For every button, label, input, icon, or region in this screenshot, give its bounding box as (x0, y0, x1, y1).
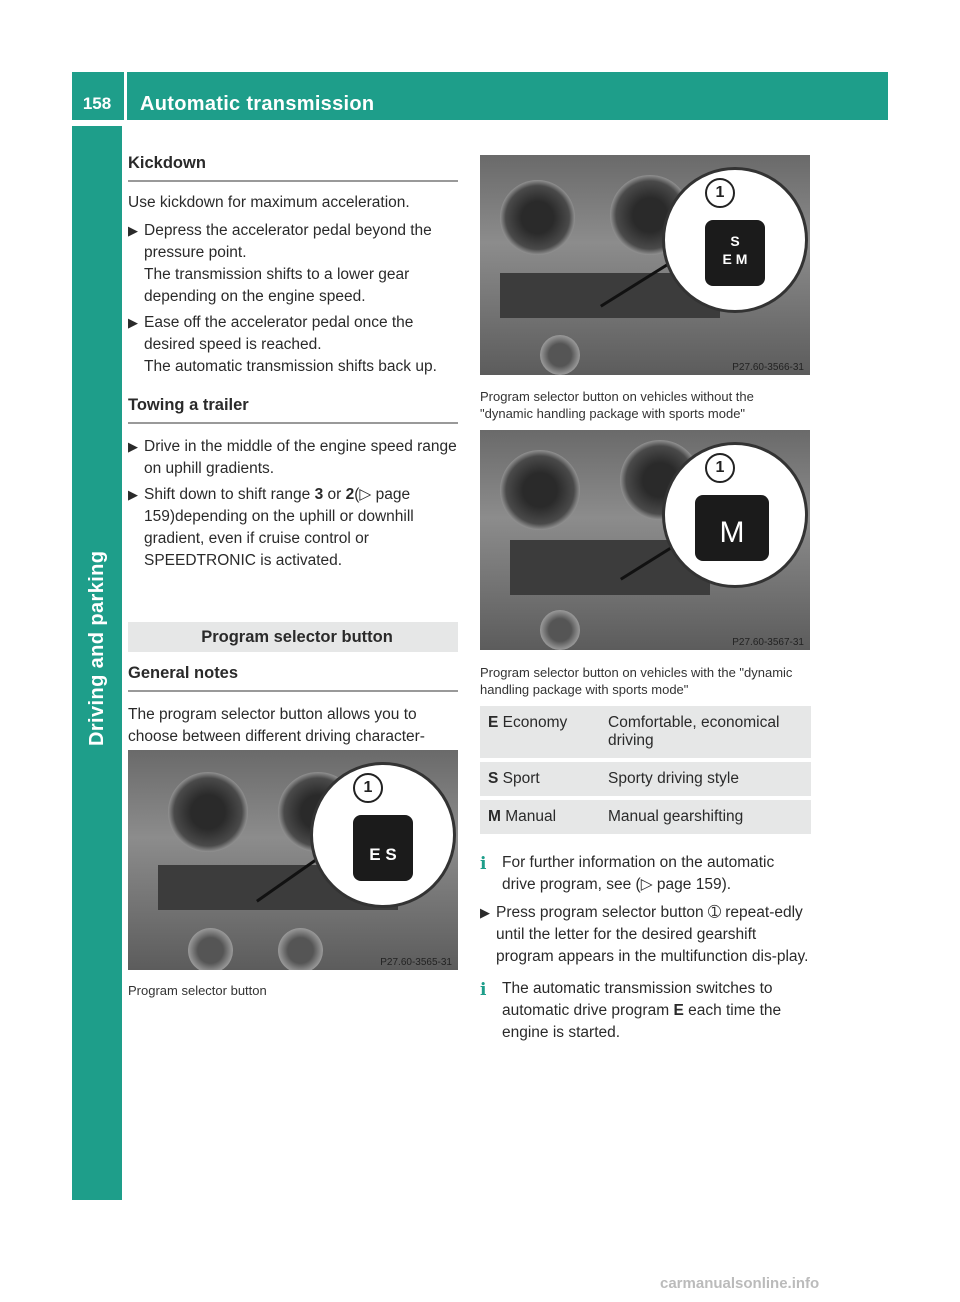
press-step-text (496, 902, 812, 968)
kickdown-step-2-text: Ease off the accelerator pedal once the desired speed is reached. (144, 314, 414, 353)
arrow-icon: ▶ (480, 905, 490, 920)
info-note-2-part: each time the engine is started. (502, 1002, 782, 1041)
kickdown-step-1 (128, 220, 458, 308)
press-step (480, 902, 812, 968)
program-letter: M (488, 808, 501, 825)
program-table (480, 706, 811, 838)
program-name: Economy (498, 714, 568, 731)
program-button (705, 220, 765, 286)
towing-step-1-text: Drive in the middle of the engine speed range on uphill gradients. (144, 438, 457, 477)
control-knob (188, 928, 233, 970)
table-cell: Comfortable, economical driving (600, 706, 811, 760)
table-cell (480, 760, 600, 798)
arrow-icon: ▶ (128, 315, 138, 330)
photo-code: P27.60-3565-31 (380, 957, 452, 968)
info-note-2-text (502, 978, 812, 1044)
control-knob (540, 335, 580, 375)
control-knob (540, 610, 580, 650)
kickdown-step-1-text: Depress the accelerator pedal beyond the pressure point. (144, 222, 432, 261)
arrow-icon: ▶ (128, 223, 138, 238)
kickdown-heading: Kickdown (128, 152, 458, 182)
shift-range-2: 2 (345, 486, 355, 503)
button-letter-s: S (730, 233, 740, 249)
table-cell: Sporty driving style (600, 760, 811, 798)
table-cell (480, 706, 600, 760)
program-button: E S (353, 815, 413, 881)
info-icon: i (480, 980, 487, 1000)
program-selector-photo-2 (480, 430, 810, 650)
program-letter: S (488, 770, 499, 787)
kickdown-step-2 (128, 312, 458, 378)
table-row (480, 760, 811, 798)
table-row (480, 706, 811, 760)
info-note-2-part: The automatic transmission switches to automatic drive program (502, 980, 773, 1019)
info-note-1 (480, 852, 812, 896)
photo-caption: Program selector button (128, 983, 267, 998)
kickdown-step-1-result: The transmission shifts to a lower gear depending on the engine speed. (144, 266, 410, 305)
kickdown-step-2-result: The automatic transmission shifts back up. (144, 358, 437, 375)
program-letter: E (488, 714, 499, 731)
sidebar-label: Driving and parking (86, 550, 108, 746)
table-cell (480, 798, 600, 836)
arrow-icon: ▶ (128, 439, 138, 454)
towing-step-1 (128, 436, 458, 480)
control-knob (278, 928, 323, 970)
towing-step-2-part: Shift down to shift range (144, 486, 315, 503)
general-notes-intro: The program selector button allows you to choose between different driving character- (128, 706, 425, 745)
info-icon: i (480, 854, 487, 874)
towing-step-2-text (144, 484, 458, 572)
arrow-icon: ▶ (128, 487, 138, 502)
table-row (480, 798, 811, 836)
press-step-part: Press program selector button (496, 904, 708, 921)
program-selector-photo (128, 750, 458, 970)
kickdown-intro: Use kickdown for maximum acceleration. (128, 194, 410, 211)
program-name: Manual (500, 808, 557, 825)
photo-code: P27.60-3566-31 (732, 362, 804, 373)
program-selector-photo-1 (480, 155, 810, 375)
left-column (128, 152, 458, 770)
photo-code: P27.60-3567-31 (732, 637, 804, 648)
button-letters-em: E M (722, 251, 748, 267)
right-text (480, 852, 812, 1044)
air-vent (500, 180, 575, 255)
program-button: M (695, 495, 769, 561)
section-sidebar (72, 126, 122, 1200)
table-cell: Manual gearshifting (600, 798, 811, 836)
zoom-circle (310, 762, 456, 908)
program-name: Sport (498, 770, 540, 787)
shift-range-3: 3 (314, 486, 324, 503)
callout-badge: 1 (705, 178, 735, 208)
air-vent (168, 772, 248, 852)
callout-badge: 1 (353, 773, 383, 803)
page-header (72, 72, 888, 120)
watermark: carmanualsonline.info (660, 1275, 820, 1292)
photo-1-caption: Program selector button on vehicles without the "dynamic handling package with sports mode" (480, 389, 754, 421)
zoom-circle (662, 442, 808, 588)
towing-step-2-link[interactable]: (▷ page 159)depending on the uphill or downhill gradient, even if cruise control or SPEEDTRONIC is activated. (144, 486, 414, 569)
zoom-circle (662, 167, 808, 313)
callout-badge: 1 (705, 453, 735, 483)
callout-1-icon: ➀ (707, 904, 721, 921)
press-step-part: repeat-edly until the letter for the desired gearshift program appears in the multifunction dis-play. (496, 904, 809, 965)
air-vent (500, 450, 580, 530)
towing-step-2 (128, 484, 458, 572)
header-divider (124, 72, 127, 120)
page-number: 158 (82, 94, 112, 113)
towing-step-2-part: or (323, 486, 346, 503)
info-note-1-text[interactable]: For further information on the automatic drive program, see (▷ page 159). (502, 854, 775, 893)
general-notes-heading: General notes (128, 662, 458, 692)
program-selector-heading: Program selector button (128, 622, 458, 652)
program-e: E (673, 1002, 684, 1019)
towing-heading: Towing a trailer (128, 394, 458, 424)
page-title: Automatic transmission (140, 93, 375, 115)
info-note-2 (480, 978, 812, 1044)
photo-2-caption: Program selector button on vehicles with the "dynamic handling package with sports mode" (480, 665, 793, 697)
